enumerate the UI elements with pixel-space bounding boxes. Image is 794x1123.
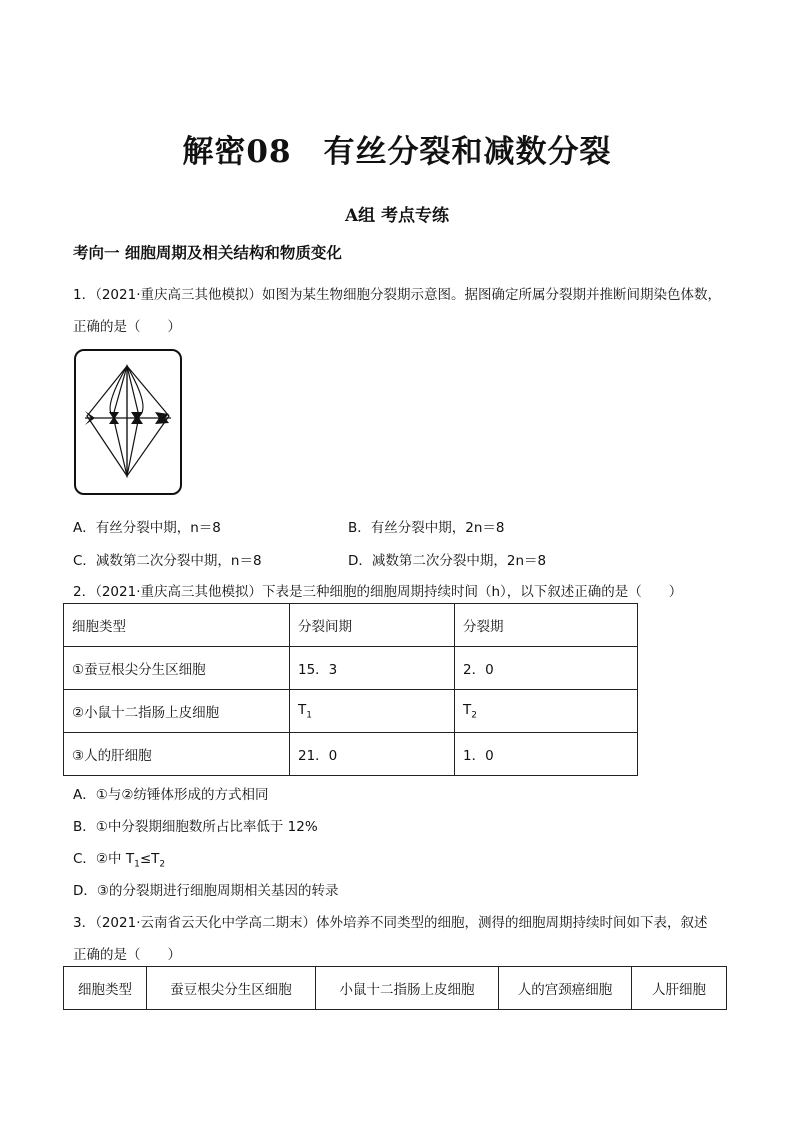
table-row	[64, 690, 638, 733]
table-cell: ②小鼠十二指肠上皮细胞	[64, 690, 290, 733]
q1-option-d[interactable]: D．减数第二次分裂中期，2n＝8	[348, 553, 547, 569]
q1-option-c[interactable]: C．减数第二次分裂中期，n＝8	[73, 553, 262, 569]
table-header-cell: 小鼠十二指肠上皮细胞	[316, 967, 499, 1010]
table-header-cell: 人肝细胞	[632, 967, 727, 1010]
cell-division-figure	[73, 348, 183, 496]
table-header-cell: 蚕豆根尖分生区细胞	[147, 967, 316, 1010]
q2-option-d[interactable]: D．③的分裂期进行细胞周期相关基因的转录	[73, 883, 339, 899]
table-header-row	[64, 967, 727, 1010]
table-cell: 15．3	[290, 647, 455, 690]
q2-option-b[interactable]: B．①中分裂期细胞数所占比率低于 12%	[73, 819, 318, 835]
group-heading: A组 考点专练	[344, 206, 450, 226]
table-cell: 21．0	[290, 733, 455, 776]
table-row	[64, 647, 638, 690]
table-header-row	[64, 604, 638, 647]
table-cell: ③人的肝细胞	[64, 733, 290, 776]
q3-stem-line2: 正确的是（ ）	[73, 947, 181, 963]
table-header-cell: 人的宫颈癌细胞	[499, 967, 632, 1010]
q2-option-c[interactable]: C．②中 $T_1\le T_2$	[73, 851, 166, 870]
table-header-cell: 分裂期	[455, 604, 638, 647]
q3-stem-line1: 3．（2021·云南省云天化中学高二期末）体外培养不同类型的细胞，测得的细胞周期持续时间如下表，叙述	[73, 915, 708, 931]
q1-option-a[interactable]: A．有丝分裂中期，n＝8	[73, 520, 221, 536]
section-heading: 考向一 细胞周期及相关结构和物质变化	[73, 244, 342, 262]
q1-stem-line1: 1．（2021·重庆高三其他模拟）如图为某生物细胞分裂期示意图。据图确定所属分裂期并推断间期染色体数，	[73, 287, 721, 303]
q2-stem: 2．（2021·重庆高三其他模拟）下表是三种细胞的细胞周期持续时间（h），以下叙述正确的是（ ）	[73, 584, 683, 600]
cell-spindle-diagram	[73, 348, 183, 496]
table-header-cell: 细胞类型	[64, 604, 290, 647]
table-cell: 1．0	[455, 733, 638, 776]
table-cell: ①蚕豆根尖分生区细胞	[64, 647, 290, 690]
q2-option-a[interactable]: A．①与②纺锤体形成的方式相同	[73, 787, 269, 803]
table-cell: $T_1$	[290, 690, 455, 733]
page-title: 解密08 有丝分裂和减数分裂	[182, 134, 612, 170]
table-cell: $T_2$	[455, 690, 638, 733]
table-header-cell: 分裂间期	[290, 604, 455, 647]
table-row	[64, 733, 638, 776]
spindle-fibers	[87, 366, 169, 476]
q3-table	[63, 966, 727, 1010]
q1-option-b[interactable]: B．有丝分裂中期，2n＝8	[348, 520, 505, 536]
table-cell: 2．0	[455, 647, 638, 690]
q1-stem-line2: 正确的是（ ）	[73, 319, 181, 335]
q2-table	[63, 603, 638, 776]
table-header-cell: 细胞类型	[64, 967, 147, 1010]
